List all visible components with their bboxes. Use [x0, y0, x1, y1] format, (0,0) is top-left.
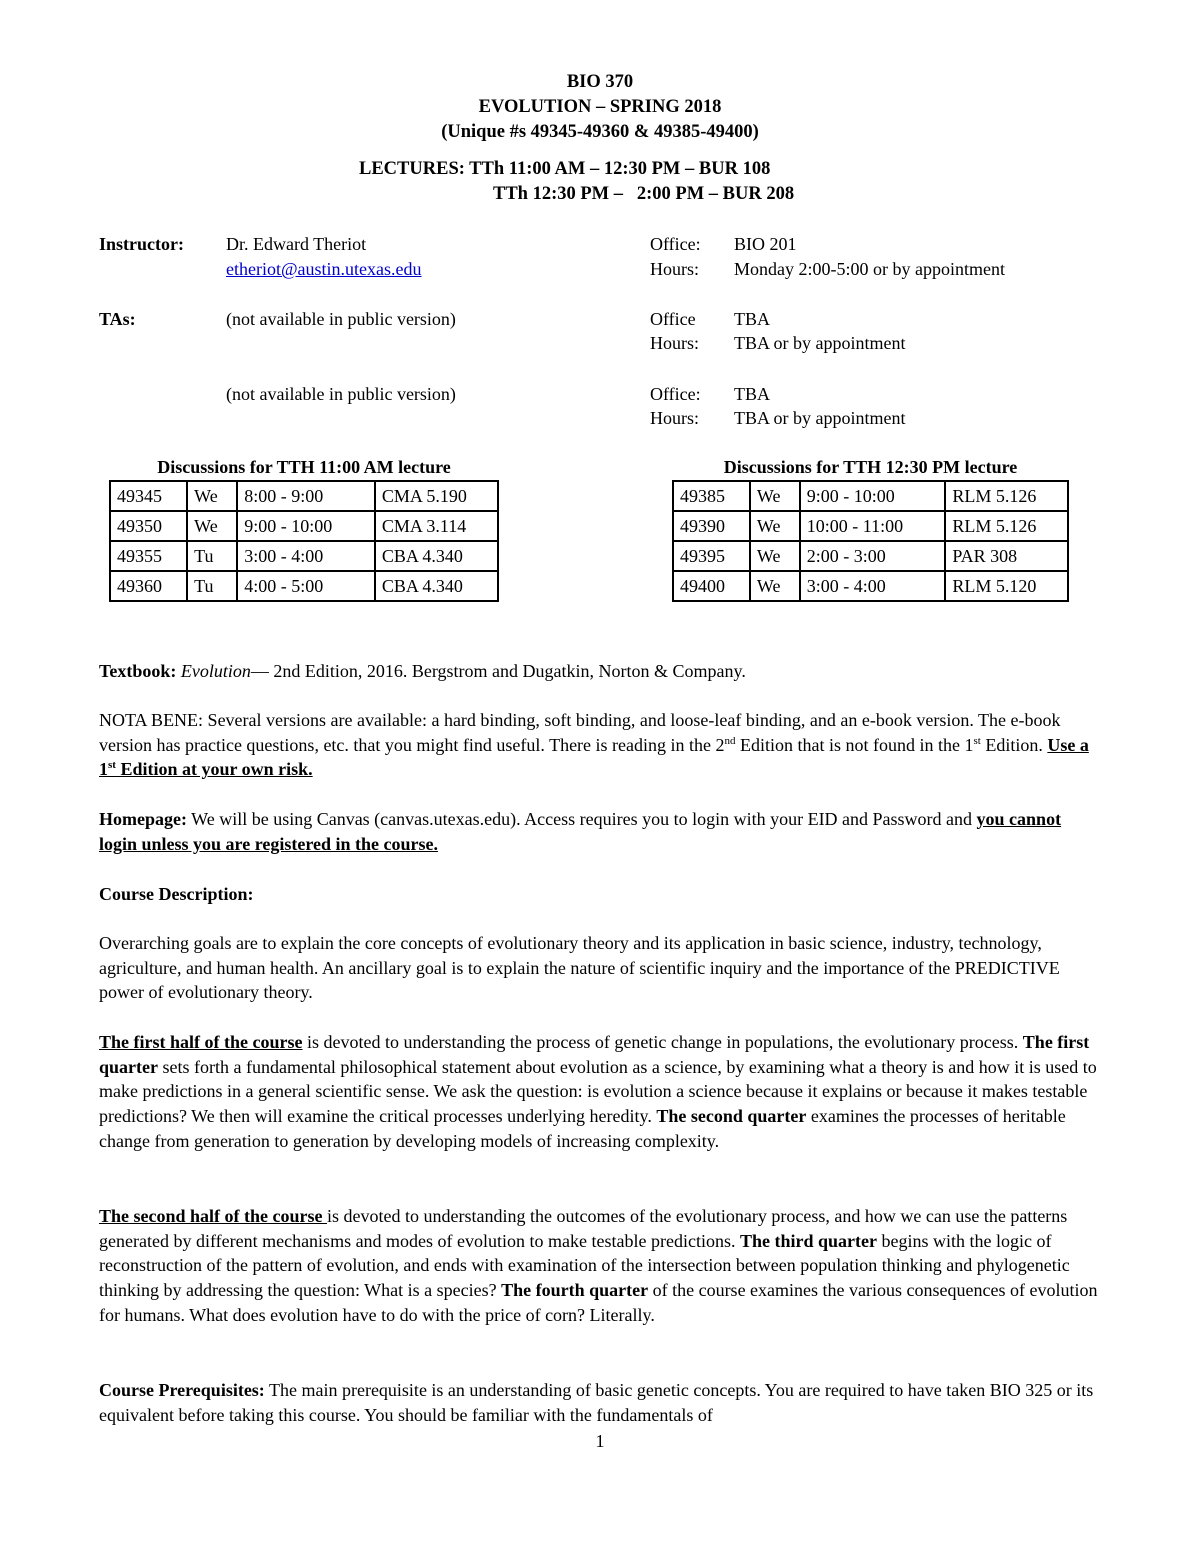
ta1-hours-label: Hours: [650, 333, 699, 353]
ta1-name: (not available in public version) [226, 309, 456, 329]
nota-bene-sup-b: st [973, 734, 981, 747]
second-half-lead: The second half of the course [99, 1206, 327, 1226]
room-cell: RLM 5.126 [945, 481, 1068, 511]
instructor-hours-label: Hours: [650, 259, 699, 279]
ta2-hours-label: Hours: [650, 408, 699, 428]
day-cell: We [750, 511, 800, 541]
first-half-lead: The first half of the course [99, 1032, 303, 1052]
time-cell: 3:00 - 4:00 [237, 541, 375, 571]
nota-bene-paragraph [99, 708, 1101, 782]
ta1-hours: TBA or by appointment [734, 333, 906, 353]
instructor-email-link[interactable]: etheriot@austin.utexas.edu [226, 259, 422, 279]
room-cell: RLM 5.126 [945, 511, 1068, 541]
unique-number-cell: 49355 [110, 541, 187, 571]
room-cell: CMA 3.114 [375, 511, 498, 541]
discussions-2-table [672, 480, 1069, 602]
first-half-paragraph [99, 1030, 1101, 1154]
second-half-paragraph [99, 1204, 1101, 1328]
table-row [673, 541, 1068, 571]
unique-number-cell: 49390 [673, 511, 750, 541]
homepage-warning: you cannot login unless you are registered in the course. [99, 809, 1062, 854]
day-cell: Tu [187, 571, 237, 601]
unique-number-cell: 49395 [673, 541, 750, 571]
ta2-office-label: Office: [650, 384, 701, 404]
table-row [673, 571, 1068, 601]
prerequisites-label: Course Prerequisites: [99, 1380, 265, 1400]
ta2-office: TBA [734, 384, 770, 404]
unique-number-cell: 49385 [673, 481, 750, 511]
first-half-text-c: examines the processes of heritable change from generation to generation by developing models of increasing complexity. [99, 1106, 1066, 1151]
course-description-goals: Overarching goals are to explain the core concepts of evolutionary theory and its application in basic science, industry, technology, agriculture, and human health. An ancillary goal is to explain the nature of scientific inquiry and the importance of the PREDICTIVE power of evolutionary theory. [99, 933, 1060, 1003]
time-cell: 3:00 - 4:00 [800, 571, 946, 601]
room-cell: CBA 4.340 [375, 541, 498, 571]
room-cell: PAR 308 [945, 541, 1068, 571]
nota-bene-sup-a: nd [724, 734, 736, 747]
edition-warning-b: Edition at your own risk. [115, 759, 313, 780]
table-row [110, 571, 498, 601]
course-title: EVOLUTION – SPRING 2018 [478, 97, 722, 117]
day-cell: Tu [187, 541, 237, 571]
ta1-office-label: Office [650, 309, 696, 329]
unique-numbers: (Unique #s 49345-49360 & 49385-49400) [441, 122, 759, 142]
table-row [110, 541, 498, 571]
room-cell: RLM 5.120 [945, 571, 1068, 601]
page-number: 1 [595, 1431, 605, 1451]
discussions-1-table [109, 480, 499, 602]
day-cell: We [750, 541, 800, 571]
first-half-text-a: is devoted to understanding the process of genetic change in populations, the evolutionary process. [302, 1032, 1023, 1052]
lectures-line-1: LECTURES: TTh 11:00 AM – 12:30 PM – BUR 108 [359, 159, 771, 179]
room-cell: CMA 5.190 [375, 481, 498, 511]
third-quarter-label: The third quarter [739, 1230, 877, 1251]
discussions-1-title: Discussions for TTH 11:00 AM lecture [157, 457, 451, 477]
table-row [673, 481, 1068, 511]
prerequisites-paragraph [99, 1378, 1101, 1427]
textbook-line [99, 659, 1101, 684]
prerequisites-text: The main prerequisite is an understanding of basic genetic concepts. You are required to have taken BIO 325 or its equivalent before taking this course. You should be familiar with the fundamentals of [99, 1380, 1094, 1425]
time-cell: 10:00 - 11:00 [800, 511, 946, 541]
unique-number-cell: 49360 [110, 571, 187, 601]
time-cell: 4:00 - 5:00 [237, 571, 375, 601]
time-cell: 9:00 - 10:00 [800, 481, 946, 511]
edition-warning-sup: st [108, 759, 116, 772]
second-half-text-c: of the course examines the various consequences of evolution for humans. What does evolution have to do with the price of corn? Literally. [99, 1280, 1098, 1325]
second-half-text-a: is devoted to understanding the outcomes of the evolutionary process, and how we can use the patterns generated by different mechanisms and modes of evolution to make testable predictions. [99, 1206, 1068, 1251]
first-half-text-b: sets forth a fundamental philosophical statement about evolution as a science, by examining what a theory is and how it is used to make predictions in a general scientific sense. We ask the question: is evolution a science because it explains or because it makes testable predictions? We then will examine the critical processes underlying heredity. [99, 1056, 1097, 1127]
instructor-name: Dr. Edward Theriot [226, 234, 367, 254]
homepage-paragraph [99, 807, 1101, 856]
time-cell: 8:00 - 9:00 [237, 481, 375, 511]
first-quarter-label: The first quarter [99, 1032, 1090, 1077]
time-cell: 2:00 - 3:00 [800, 541, 946, 571]
day-cell: We [750, 481, 800, 511]
unique-number-cell: 49345 [110, 481, 187, 511]
ta2-hours: TBA or by appointment [734, 408, 906, 428]
ta2-name: (not available in public version) [226, 384, 456, 404]
discussions-2-title: Discussions for TTH 12:30 PM lecture [723, 457, 1018, 477]
textbook-label: Textbook: [99, 661, 177, 681]
textbook-details: — 2nd Edition, 2016. Bergstrom and Dugatkin, Norton & Company. [250, 661, 746, 681]
unique-number-cell: 49400 [673, 571, 750, 601]
second-half-text-b: begins with the logic of reconstruction of the pattern of evolution, and ends with examination of the intersection between population thinking and phylogenetic thinking by addressing the question: What is a species? [99, 1230, 1070, 1301]
time-cell: 9:00 - 10:00 [237, 511, 375, 541]
nota-bene-text-a: NOTA BENE: Several versions are available: a hard binding, soft binding, and loose-leaf binding, and an e-book version. The e-book version has practice questions, etc. that you might find useful. There is reading in the 2 [99, 710, 1061, 755]
instructor-label: Instructor: [99, 234, 184, 254]
instructor-office-label: Office: [650, 234, 701, 254]
room-cell: CBA 4.340 [375, 571, 498, 601]
table-row [673, 511, 1068, 541]
nota-bene-text-c: Edition. [980, 734, 1048, 755]
day-cell: We [187, 511, 237, 541]
edition-warning-a: Use a 1 [99, 734, 1089, 780]
second-quarter-label: The second quarter [656, 1106, 807, 1127]
nota-bene-text-b: Edition that is not found in the 1 [735, 734, 974, 755]
course-description-heading: Course Description: [99, 884, 254, 904]
table-row [110, 511, 498, 541]
homepage-label: Homepage: [99, 809, 187, 829]
homepage-text: We will be using Canvas (canvas.utexas.edu). Access requires you to login with your EID and Password and [186, 809, 977, 829]
instructor-hours: Monday 2:00-5:00 or by appointment [734, 259, 1005, 279]
lectures-line-2: TTh 12:30 PM – 2:00 PM – BUR 208 [493, 184, 795, 204]
unique-number-cell: 49350 [110, 511, 187, 541]
instructor-office: BIO 201 [734, 234, 797, 254]
fourth-quarter-label: The fourth quarter [501, 1280, 649, 1301]
day-cell: We [187, 481, 237, 511]
day-cell: We [750, 571, 800, 601]
tas-label: TAs: [99, 309, 136, 329]
course-number: BIO 370 [566, 72, 634, 92]
textbook-title: Evolution [180, 661, 251, 681]
table-row [110, 481, 498, 511]
ta1-office: TBA [734, 309, 770, 329]
